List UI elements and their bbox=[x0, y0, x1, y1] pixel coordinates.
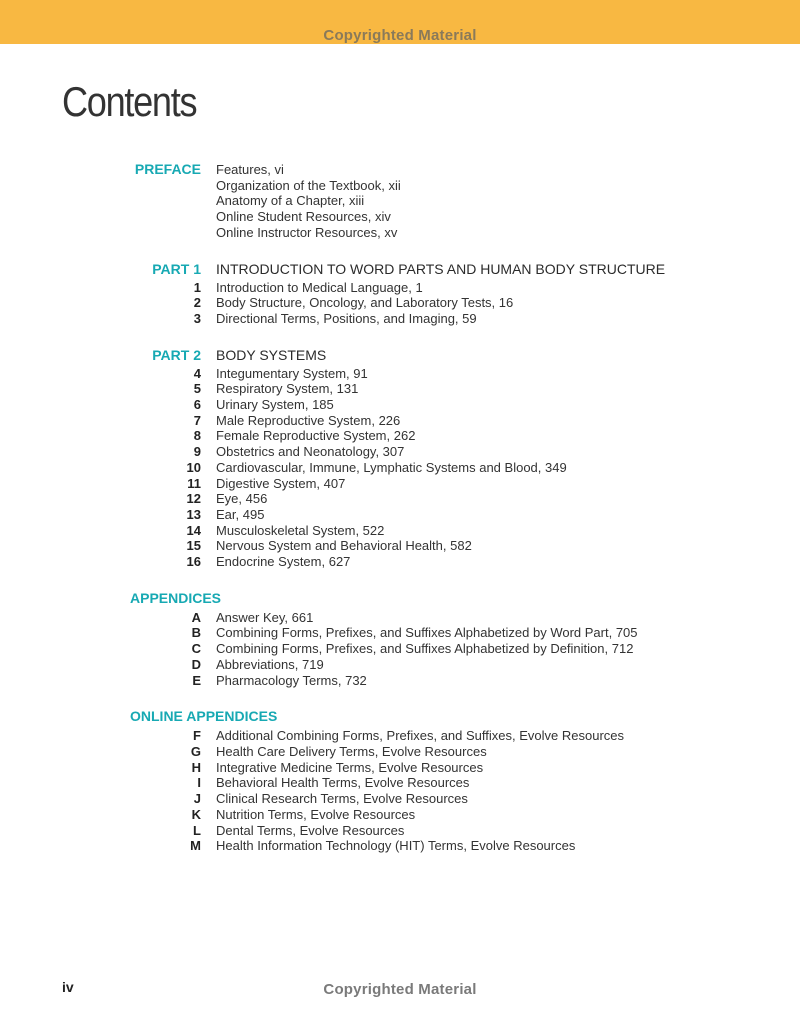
chapter-row bbox=[0, 476, 800, 492]
appendix-letter: F bbox=[193, 728, 201, 744]
page-title: Contents bbox=[62, 78, 197, 125]
watermark-top: Copyrighted Material bbox=[323, 27, 477, 44]
appendix-letter: L bbox=[193, 822, 201, 838]
online-appendices-section bbox=[0, 707, 800, 854]
preface-label: PREFACE bbox=[134, 161, 201, 177]
chapter-row bbox=[0, 554, 800, 570]
toc-row bbox=[0, 225, 800, 241]
appendix-row bbox=[0, 760, 800, 776]
chapter-number: 15 bbox=[186, 538, 201, 554]
appendix-letter: J bbox=[193, 791, 201, 807]
appendix-title: Dental Terms, Evolve Resources bbox=[216, 822, 405, 838]
part2-section bbox=[0, 346, 800, 570]
chapter-row bbox=[0, 366, 800, 382]
chapter-title: Eye, 456 bbox=[216, 491, 268, 507]
chapter-row bbox=[0, 444, 800, 460]
part-label: PART 1 bbox=[152, 260, 201, 277]
appendix-row bbox=[0, 657, 800, 673]
chapter-number: 12 bbox=[186, 491, 201, 507]
appendix-row bbox=[0, 641, 800, 657]
toc-row bbox=[0, 162, 800, 178]
preface-section bbox=[0, 162, 800, 241]
chapter-number: 9 bbox=[193, 444, 201, 460]
chapter-row bbox=[0, 280, 800, 296]
chapter-title: Nervous System and Behavioral Health, 582 bbox=[216, 538, 472, 554]
chapter-row bbox=[0, 507, 800, 523]
toc-row bbox=[0, 193, 800, 209]
toc-entry: Features, vi bbox=[216, 162, 284, 177]
chapter-title: Digestive System, 407 bbox=[216, 475, 346, 491]
part-heading bbox=[0, 346, 800, 364]
appendix-letter: H bbox=[191, 759, 201, 775]
part-heading bbox=[0, 260, 800, 278]
appendix-row bbox=[0, 610, 800, 626]
chapter-number: 14 bbox=[186, 522, 201, 538]
appendix-title: Behavioral Health Terms, Evolve Resources bbox=[216, 775, 470, 791]
appendix-letter: M bbox=[190, 838, 201, 854]
chapter-number: 2 bbox=[193, 295, 201, 311]
chapter-number: 1 bbox=[193, 279, 201, 295]
appendix-row bbox=[0, 744, 800, 760]
appendix-title: Abbreviations, 719 bbox=[216, 656, 324, 672]
appendix-letter: D bbox=[191, 656, 201, 672]
appendix-row bbox=[0, 807, 800, 823]
appendix-row bbox=[0, 775, 800, 791]
chapter-row bbox=[0, 413, 800, 429]
appendix-title: Pharmacology Terms, 732 bbox=[216, 672, 367, 688]
chapter-row bbox=[0, 460, 800, 476]
chapter-row bbox=[0, 428, 800, 444]
appendix-row bbox=[0, 728, 800, 744]
chapter-row bbox=[0, 491, 800, 507]
appendix-row bbox=[0, 791, 800, 807]
watermark-bottom: Copyrighted Material bbox=[323, 981, 477, 998]
part-label: PART 2 bbox=[152, 346, 201, 363]
table-of-contents bbox=[0, 162, 800, 873]
toc-entry: Anatomy of a Chapter, xiii bbox=[216, 193, 365, 209]
appendix-row bbox=[0, 673, 800, 689]
chapter-title: Integumentary System, 91 bbox=[216, 365, 368, 381]
toc-row bbox=[0, 209, 800, 225]
chapter-number: 3 bbox=[193, 310, 201, 326]
appendix-letter: B bbox=[191, 625, 201, 641]
chapter-number: 10 bbox=[186, 459, 201, 475]
appendix-row bbox=[0, 625, 800, 641]
appendix-title: Additional Combining Forms, Prefixes, and Suffixes, Evolve Resources bbox=[216, 728, 625, 744]
chapter-number: 8 bbox=[193, 428, 201, 444]
toc-row bbox=[0, 178, 800, 194]
appendix-title: Answer Key, 661 bbox=[216, 609, 314, 625]
chapter-number: 13 bbox=[186, 506, 201, 522]
chapter-row bbox=[0, 311, 800, 327]
appendix-letter: E bbox=[192, 672, 201, 688]
appendix-title: Nutrition Terms, Evolve Resources bbox=[216, 806, 416, 822]
part-title: BODY SYSTEMS bbox=[216, 346, 327, 363]
chapter-number: 6 bbox=[193, 397, 201, 413]
chapter-title: Female Reproductive System, 262 bbox=[216, 428, 416, 444]
part-title: INTRODUCTION TO WORD PARTS AND HUMAN BODY STRUCTURE bbox=[216, 260, 666, 277]
chapter-title: Obstetrics and Neonatology, 307 bbox=[216, 444, 405, 460]
appendix-title: Integrative Medicine Terms, Evolve Resources bbox=[216, 759, 484, 775]
chapter-title: Ear, 495 bbox=[216, 506, 265, 522]
chapter-title: Body Structure, Oncology, and Laboratory Tests, 16 bbox=[216, 295, 514, 311]
chapter-number: 5 bbox=[193, 381, 201, 397]
toc-entry: Online Instructor Resources, xv bbox=[216, 224, 398, 240]
chapter-title: Urinary System, 185 bbox=[216, 397, 334, 413]
appendices-section bbox=[0, 589, 800, 689]
chapter-number: 16 bbox=[186, 554, 201, 570]
chapter-title: Musculoskeletal System, 522 bbox=[216, 522, 385, 538]
appendix-letter: K bbox=[191, 806, 201, 822]
chapter-row bbox=[0, 397, 800, 413]
appendix-title: Combining Forms, Prefixes, and Suffixes Alphabetized by Definition, 712 bbox=[216, 641, 634, 657]
appendix-letter: A bbox=[191, 609, 201, 625]
toc-entry: Online Student Resources, xiv bbox=[216, 209, 391, 225]
chapter-title: Male Reproductive System, 226 bbox=[216, 412, 401, 428]
chapter-title: Endocrine System, 627 bbox=[216, 554, 351, 570]
appendix-row bbox=[0, 838, 800, 854]
chapter-row bbox=[0, 295, 800, 311]
chapter-row bbox=[0, 538, 800, 554]
appendix-title: Combining Forms, Prefixes, and Suffixes Alphabetized by Word Part, 705 bbox=[216, 625, 638, 641]
appendix-title: Health Care Delivery Terms, Evolve Resources bbox=[216, 743, 487, 759]
chapter-title: Respiratory System, 131 bbox=[216, 381, 359, 397]
appendix-letter: G bbox=[190, 743, 201, 759]
appendix-row bbox=[0, 823, 800, 839]
part1-section bbox=[0, 260, 800, 327]
chapter-number: 7 bbox=[193, 412, 201, 428]
chapter-number: 11 bbox=[187, 475, 201, 491]
page-number: iv bbox=[62, 979, 74, 995]
appendix-title: Health Information Technology (HIT) Terms, Evolve Resources bbox=[216, 838, 576, 854]
toc-entry: Organization of the Textbook, xii bbox=[216, 177, 401, 193]
appendices-heading: APPENDICES bbox=[130, 589, 222, 606]
chapter-title: Cardiovascular, Immune, Lymphatic Systems and Blood, 349 bbox=[216, 459, 567, 475]
online-appendices-heading: ONLINE APPENDICES bbox=[130, 708, 278, 725]
chapter-title: Directional Terms, Positions, and Imaging, 59 bbox=[216, 310, 477, 326]
chapter-row bbox=[0, 381, 800, 397]
chapter-number: 4 bbox=[193, 365, 201, 381]
chapter-row bbox=[0, 523, 800, 539]
chapter-title: Introduction to Medical Language, 1 bbox=[216, 279, 423, 295]
appendix-title: Clinical Research Terms, Evolve Resources bbox=[216, 791, 468, 807]
appendix-letter: C bbox=[191, 641, 201, 657]
appendix-letter: I bbox=[197, 775, 201, 791]
